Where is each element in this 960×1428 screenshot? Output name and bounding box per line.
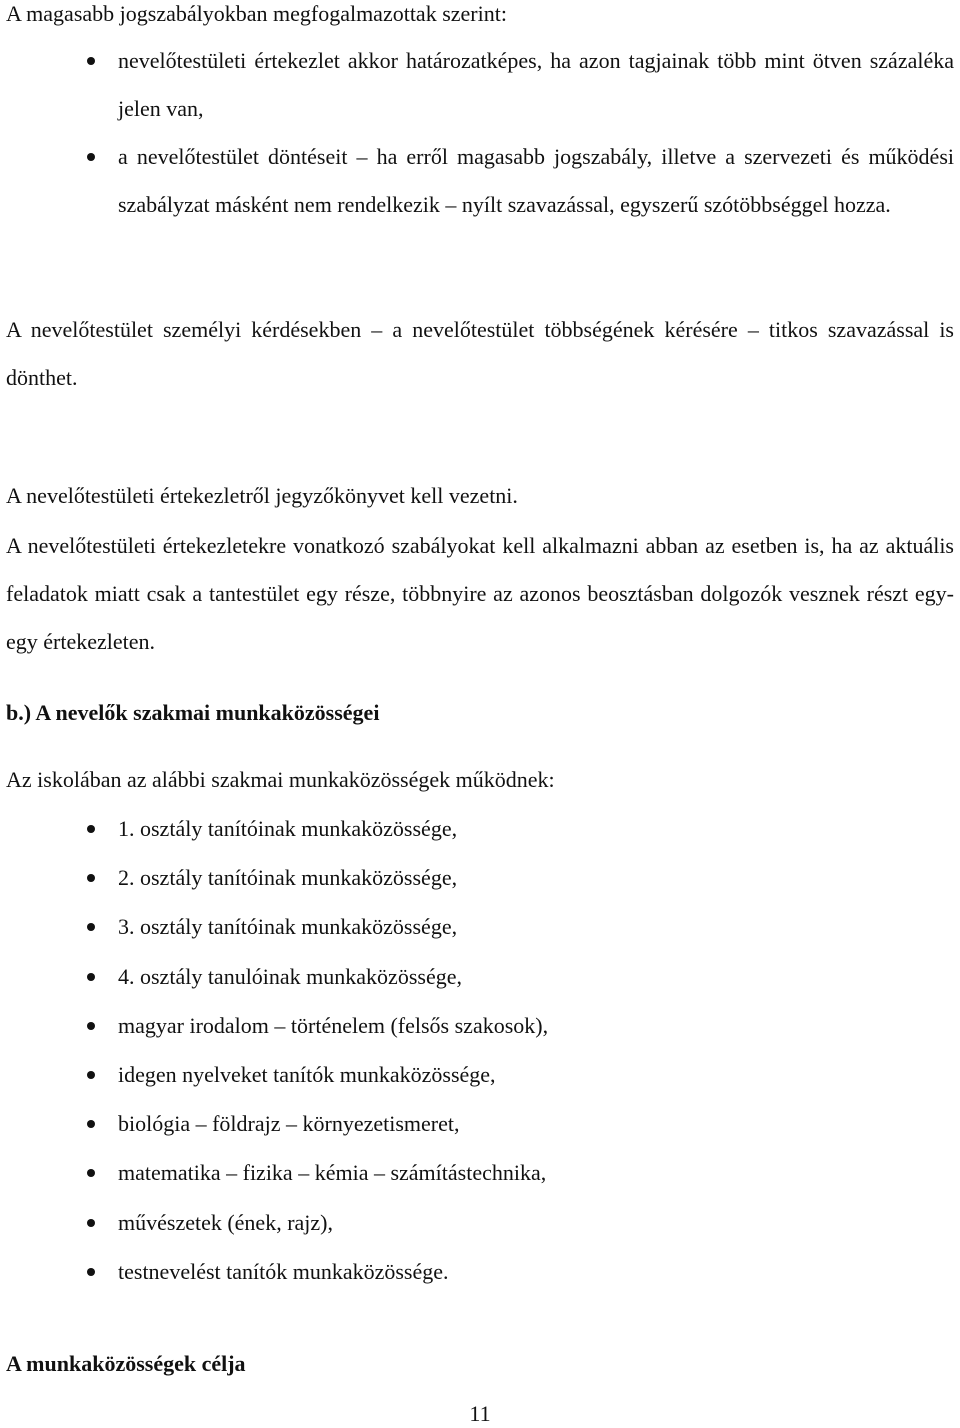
community-text: 4. osztály tanulóinak munkaközössége, (118, 963, 462, 989)
list-item (118, 133, 954, 229)
list-item (118, 902, 954, 951)
community-text: biológia – földrajz – környezetismeret, (118, 1111, 460, 1137)
list-item (118, 1001, 954, 1050)
communities-list (118, 804, 954, 1296)
community-text: idegen nyelveket tanítók munkaközössége, (118, 1062, 496, 1088)
bullet-icon (87, 1169, 95, 1177)
list-item (118, 952, 954, 1001)
bullet-icon (87, 973, 95, 981)
goals-heading: A munkaközösségek célja (6, 1351, 246, 1376)
community-text: művészetek (ének, rajz), (118, 1209, 333, 1235)
list-item (118, 1247, 954, 1296)
list-item (118, 37, 954, 133)
section-b-heading: b.) A nevelők szakmai munkaközösségei (6, 700, 380, 725)
rule-text: a nevelőtestület döntéseit – ha erről magasabb jogszabály, illetve a szervezeti és működési szabályzat másként nem rendelkezik – nyílt szavazással, egyszerű szótöbbséggel hozza. (118, 144, 954, 217)
bullet-icon (87, 1071, 95, 1079)
rule-text: nevelőtestületi értekezlet akkor határozatképes, ha azon tagjainak több mint ötven százaléka jelen van, (118, 48, 954, 121)
bullet-icon (87, 1022, 95, 1030)
bullet-icon (87, 923, 95, 931)
minutes-paragraph: A nevelőtestületi értekezletről jegyzőkönyvet kell vezetni. (6, 483, 518, 508)
bullet-icon (87, 874, 95, 882)
community-text: 1. osztály tanítóinak munkaközössége, (118, 816, 458, 841)
community-text: magyar irodalom – történelem (felsős szakosok), (118, 1012, 549, 1038)
bullet-icon (87, 825, 95, 833)
community-text: 2. osztály tanítóinak munkaközössége, (118, 865, 458, 891)
list-item (118, 1148, 954, 1197)
community-text: testnevelést tanítók munkaközössége. (118, 1258, 449, 1284)
list-item (118, 853, 954, 902)
list-item (118, 1050, 954, 1099)
personal-matters-paragraph: A nevelőtestület személyi kérdésekben – a nevelőtestület többségének kérésére – titkos szavazással is dönthet. (6, 317, 954, 390)
list-item (118, 1198, 954, 1247)
bullet-icon (87, 1219, 95, 1227)
list-item (118, 804, 954, 853)
bullet-icon (87, 1120, 95, 1128)
bullet-icon (87, 153, 95, 161)
intro-paragraph: A magasabb jogszabályokban megfogalmazottak szerint: (6, 1, 507, 26)
community-text: matematika – fizika – kémia – számítástechnika, (118, 1160, 547, 1186)
rules-list (118, 37, 954, 229)
bullet-icon (87, 57, 95, 65)
communities-intro: Az iskolában az alábbi szakmai munkaközösségek működnek: (6, 767, 555, 792)
bullet-icon (87, 1268, 95, 1276)
community-text: 3. osztály tanítóinak munkaközössége, (118, 914, 458, 940)
applicability-paragraph: A nevelőtestületi értekezletekre vonatkozó szabályokat kell alkalmazni abban az esetben is, ha az aktuális feladatok miatt csak a tantestület egy része, többnyire az azonos beosztásban dolgozók vesznek részt egy-egy értekezleten. (6, 533, 954, 654)
list-item (118, 1099, 954, 1148)
page-number: 11 (469, 1401, 491, 1426)
